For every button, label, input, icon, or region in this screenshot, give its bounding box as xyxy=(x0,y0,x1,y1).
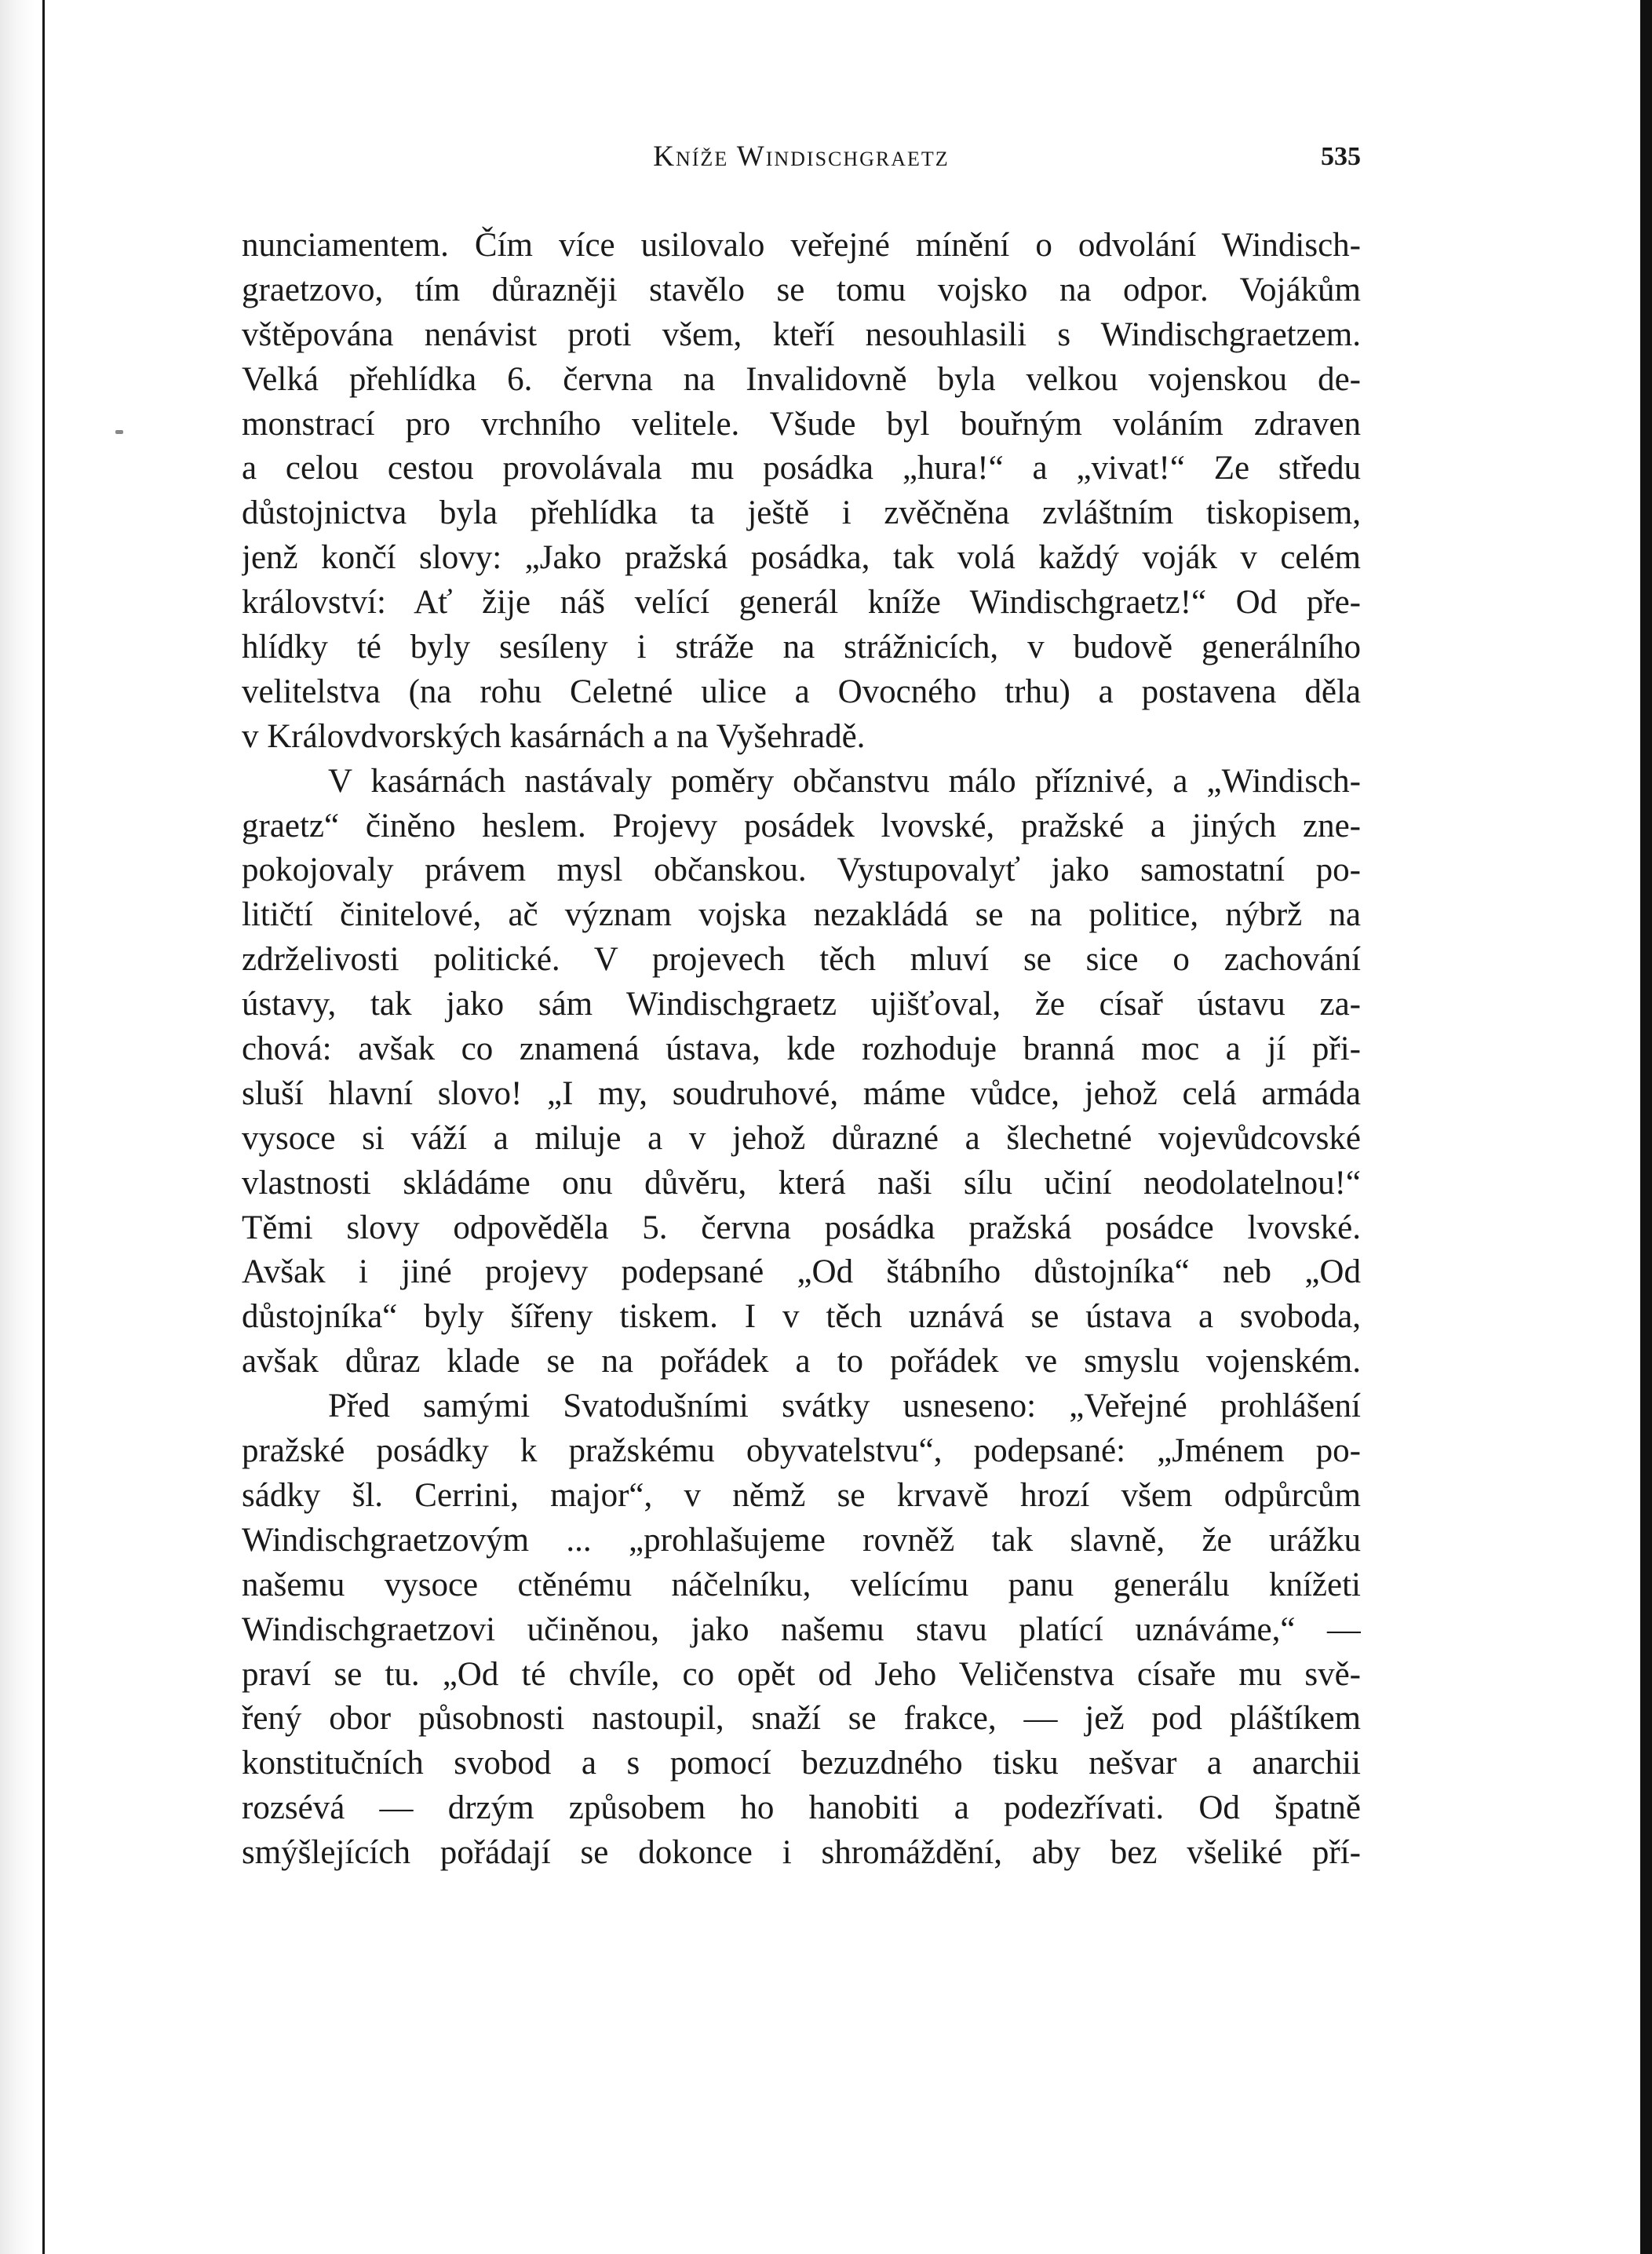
running-head xyxy=(242,138,1361,177)
running-title: Kníže Windischgraetz xyxy=(653,140,950,173)
text-line: v Královdvorských kasárnách a na Vyšehradě. xyxy=(242,717,866,755)
text-line: sluší hlavní slovo! „I my, soudruhové, máme vůdce, jehož celá armáda xyxy=(242,1074,1361,1112)
scan-right-border xyxy=(1640,0,1652,2254)
text-line: graetzovo, tím důrazněji stavělo se tomu vojsko na odpor. Vojákům xyxy=(242,271,1361,308)
text-line: Windischgraetzovým ... „prohlašujeme rovněž tak slavně, že urážku xyxy=(242,1521,1361,1559)
text-line: chová: avšak co znamená ústava, kde rozhoduje branná moc a jí při- xyxy=(242,1030,1361,1068)
text-line: velitelstva (na rohu Celetné ulice a Ovocného trhu) a postavena děla xyxy=(242,673,1361,710)
text-line: pražské posádky k pražskému obyvatelstvu“, podepsané: „Jménem po- xyxy=(242,1432,1361,1470)
text-line: graetz“ činěno heslem. Projevy posádek lvovské, pražské a jiných zne- xyxy=(242,807,1361,844)
text-line: důstojnictva byla přehlídka ta ještě i zvěčněna zvláštním tiskopisem, xyxy=(242,494,1361,532)
text-line: avšak důraz klade se na pořádek a to pořádek ve smyslu vojenském. xyxy=(242,1343,1361,1380)
text-line: vštěpována nenávist proti všem, kteří nesouhlasili s Windischgraetzem. xyxy=(242,315,1361,353)
text-line: zdrželivosti politické. V projevech těch mluví se sice o zachování xyxy=(242,941,1361,979)
text-line: sádky šl. Cerrini, major“, v němž se krvavě hrozí všem odpůrcům xyxy=(242,1476,1361,1514)
text-line: Velká přehlídka 6. června na Invalidovně byla velkou vojenskou de- xyxy=(242,360,1361,398)
text-line: rozsévá — drzým způsobem ho hanobiti a podezřívati. Od špatně xyxy=(242,1789,1361,1827)
margin-mark xyxy=(115,430,123,434)
text-line: pokojovaly právem mysl občanskou. Vystupovalyť jako samostatní po- xyxy=(242,852,1361,889)
page-number: 535 xyxy=(1321,142,1361,171)
text-line: vysoce si váží a miluje a v jehož důrazné a šlechetné vojevůdcovské xyxy=(242,1119,1361,1157)
text-line: monstrací pro vrchního velitele. Všude byl bouřným voláním zdraven xyxy=(242,405,1361,443)
text-line: jenž končí slovy: „Jako pražská posádka, tak volá každý voják v celém xyxy=(242,539,1361,577)
text-line: království: Ať žije náš velící generál kníže Windischgraetz!“ Od pře- xyxy=(242,584,1361,622)
text-line: našemu vysoce ctěnému náčelníku, velícímu panu generálu knížeti xyxy=(242,1566,1361,1603)
text-line: Těmi slovy odpověděla 5. června posádka pražská posádce lvovské. xyxy=(242,1209,1361,1246)
text-line: hlídky té byly sesíleny i stráže na strážnicích, v budově generálního xyxy=(242,629,1361,666)
text-line: litičtí činitelové, ač význam vojska nezakládá se na politice, nýbrž na xyxy=(242,896,1361,934)
text-line: vlastnosti skládáme onu důvěru, která naši sílu učiní neodolatelnou!“ xyxy=(242,1164,1361,1202)
text-line: nunciamentem. Čím více usilovalo veřejné mínění o odvolání Windisch- xyxy=(242,227,1361,264)
text-line: Před samými Svatodušními svátky usneseno: „Veřejné prohlášení xyxy=(328,1388,1361,1425)
text-line: Windischgraetzovi učiněnou, jako našemu stavu platící uznáváme,“ — xyxy=(242,1610,1361,1648)
text-line: smýšlejících pořádají se dokonce i shromáždění, aby bez všeliké pří- xyxy=(242,1834,1361,1872)
scan-left-margin-shadow xyxy=(0,0,46,2254)
body-text xyxy=(242,224,1361,1876)
text-line: praví se tu. „Od té chvíle, co opět od Jeho Veličenstva císaře mu svě- xyxy=(242,1655,1361,1693)
text-line: ústavy, tak jako sám Windischgraetz ujišťoval, že císař ústavu za- xyxy=(242,986,1361,1023)
text-line: a celou cestou provolávala mu posádka „hura!“ a „vivat!“ Ze středu xyxy=(242,450,1361,487)
text-line: Avšak i jiné projevy podepsané „Od štábního důstojníka“ neb „Od xyxy=(242,1253,1361,1291)
text-line: V kasárnách nastávaly poměry občanstvu málo příznivé, a „Windisch- xyxy=(328,762,1361,800)
text-line: řený obor působnosti nastoupil, snaží se frakce, — jež pod pláštíkem xyxy=(242,1700,1361,1738)
book-gutter-line xyxy=(42,0,45,2254)
text-line: konstitučních svobod a s pomocí bezuzdného tisku nešvar a anarchii xyxy=(242,1745,1361,1782)
text-line: důstojníka“ byly šířeny tiskem. I v těch uznává se ústava a svoboda, xyxy=(242,1298,1361,1336)
